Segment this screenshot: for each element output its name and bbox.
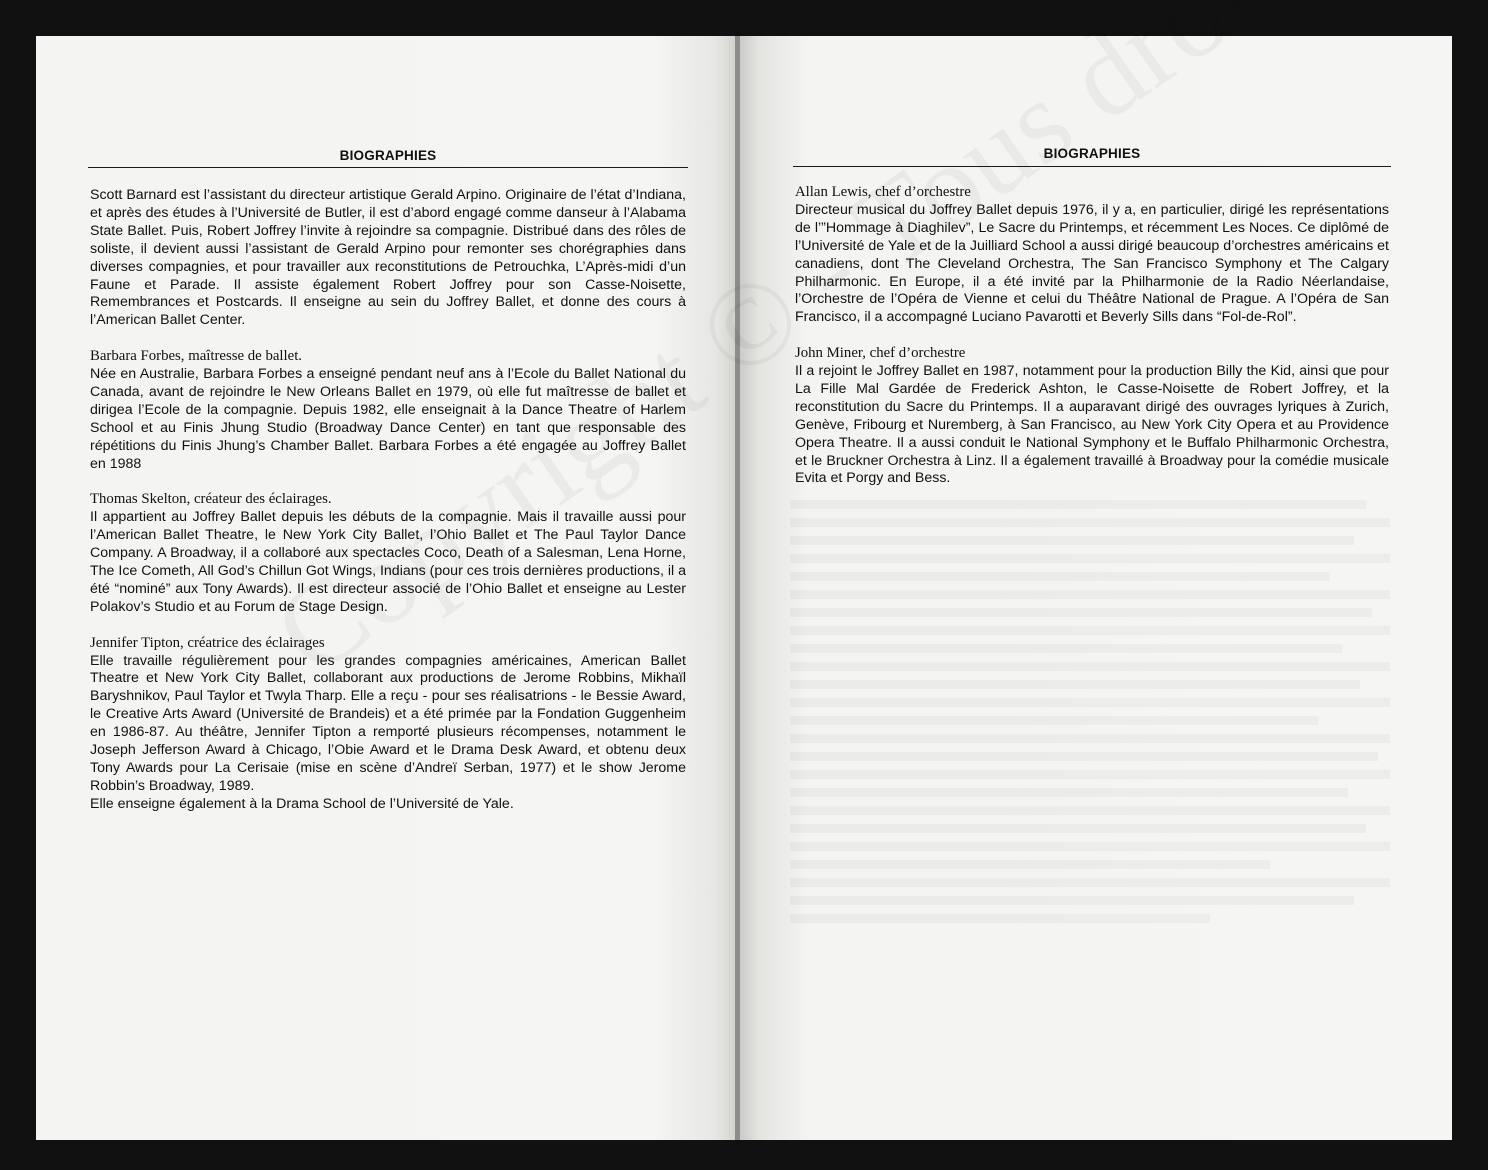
bio-name: Jennifer Tipton, créatrice des éclairages xyxy=(90,634,325,651)
right-page-header: BIOGRAPHIES xyxy=(1043,146,1141,161)
bio-text: Née en Australie, Barbara Forbes a enseigné pendant neuf ans à l’Ecole du Ballet National du Canada, avant de rejoindre le New Orleans Ballet en 1979, où elle fut maîtresse de ballet et dirigea l’Ecole de la compagnie. Depuis 1982, elle enseignait à la Dance Theatre of Harlem School et au Finis Jhung Studio (Broadway Dance Center) en tant que responsable des répétitions du Finis Jhung’s Chamber Ballet. Barbara Forbes a été engagée au Joffrey Ballet en 1988 xyxy=(90,366,686,472)
left-header-rule xyxy=(88,167,688,168)
bio-barbara-forbes xyxy=(90,348,686,473)
bio-text: Directeur musical du Joffrey Ballet depuis 1976, il y a, en particulier, dirigé les représentations de l’”Hommage à Diaghilev”, Le Sacre du Printemps, et récemment Les Noces. Ce diplômé de l’Université de Yale et de la Juilliard School a aussi dirigé beaucoup d’orchestres américains et canadiens, dont The Cleveland Orchestra, The San Francisco Symphony et The Calgary Philharmonic. En Europe, il a été invité par la Philharmonie de la Radio Néerlandaise, l’Orchestre de l’Opéra de Vienne et celui du Théâtre National de Prague. A l’Opéra de San Francisco, il a accompagné Luciano Pavarotti et Beverly Sills dans “Fol-de-Rol”. xyxy=(795,201,1389,326)
bio-text-extra: Elle enseigne également à la Drama School de l’Université de Yale. xyxy=(90,795,514,812)
bio-text: Scott Barnard est l’assistant du directeur artistique Gerald Arpino. Originaire de l’état d’Indiana, et après des études à l’Université de Butler, il est d’abord engagé comme danseur à l’Alabama State Ballet. Puis, Robert Joffrey l’invite à rejoindre sa compagnie. Distribué dans des rôles de soliste, il devient aussi l’assistant de Gerald Arpino pour remonter ses chorégraphies dans diverses compagnies, et pour travailler aux reconstitutions de Petrouchka, L’Après-midi d’un Faune et Parade. Il assiste également Robert Joffrey pour son Casse-Noisette, Remembrances et Postcards. Il enseigne au sein du Joffrey Ballet, et donne des cours à l’American Ballet Center. xyxy=(90,187,686,329)
bio-name: Allan Lewis, chef d’orchestre xyxy=(795,184,971,200)
right-header-rule xyxy=(793,166,1391,167)
right-page-content xyxy=(795,184,1389,506)
bio-text: Il a rejoint le Joffrey Ballet en 1987, notamment pour la production Billy the Kid, ainsi que pour La Fille Mal Gardée de Frederick Ashton, le Casse-Noisette de Robert Joffrey, et la reconstitution du Sacre du Printemps. Il a auparavant dirigé des ouvrages lyriques à Zurich, Genève, Fribourg et Nuremberg, à San Francisco, au New York City Opera et au Providence Opera Theatre. Il a aussi conduit le National Symphony et le Buffalo Philharmonic Orchestra, et le Bruckner Orchestra à Linz. Il a également travaillé à Broadway pour la comédie musicale Evita et Porgy and Bess. xyxy=(795,363,1389,487)
bio-text: Il appartient au Joffrey Ballet depuis les débuts de la compagnie. Mais il travaille aussi pour l’American Ballet Theatre, le New York City Ballet, l’Ohio Ballet et The Paul Taylor Dance Company. A Broadway, il a collaboré aux spectacles Coco, Death of a Salesman, Lena Horne, The Ice Cometh, All God’s Chillun Got Wings, Indians (pour ces trois dernières productions, il a été “nominé” aux Tony Awards). Il est directeur associé de l’Ohio Ballet et enseigne au Lester Polakov’s Studio et au Forum de Stage Design. xyxy=(90,509,686,615)
bio-name: Barbara Forbes, maîtresse de ballet. xyxy=(90,348,303,365)
bio-allan-lewis xyxy=(795,184,1389,327)
bio-name: Thomas Skelton, créateur des éclairages. xyxy=(90,491,332,508)
bio-name: John Miner, chef d’orchestre xyxy=(795,345,966,362)
book-spine xyxy=(735,36,740,1140)
bio-john-miner xyxy=(795,345,1389,488)
left-page-content xyxy=(90,187,686,832)
bio-scott-barnard xyxy=(90,187,686,330)
left-page-header: BIOGRAPHIES xyxy=(339,148,437,163)
bio-jennifer-tipton xyxy=(90,635,686,814)
show-through-text xyxy=(790,500,1390,932)
bio-text: Elle travaille régulièrement pour les grandes compagnies américaines, American Ballet Theatre et New York City Ballet, collaborant aux productions de Jerome Robbins, Mikhaïl Baryshnikov, Paul Taylor et Twyla Tharp. Elle a reçu - pour ses réalisatrions - le Bessie Award, le Creative Arts Award (Université de Brandeis) et a été primée par la Fondation Guggenheim en 1986-87. Au théâtre, Jennifer Tipton a remporté plusieurs récompenses, notamment le Joseph Jefferson Award à Chicago, l’Obie Award et le Drama Desk Award, et obtenu deux Tony Awards pour La Cerisaie (mise en scène d’Andreï Serban, 1977) et le show Jerome Robbin’s Broadway, 1989. xyxy=(90,652,686,794)
bio-thomas-skelton xyxy=(90,491,686,616)
